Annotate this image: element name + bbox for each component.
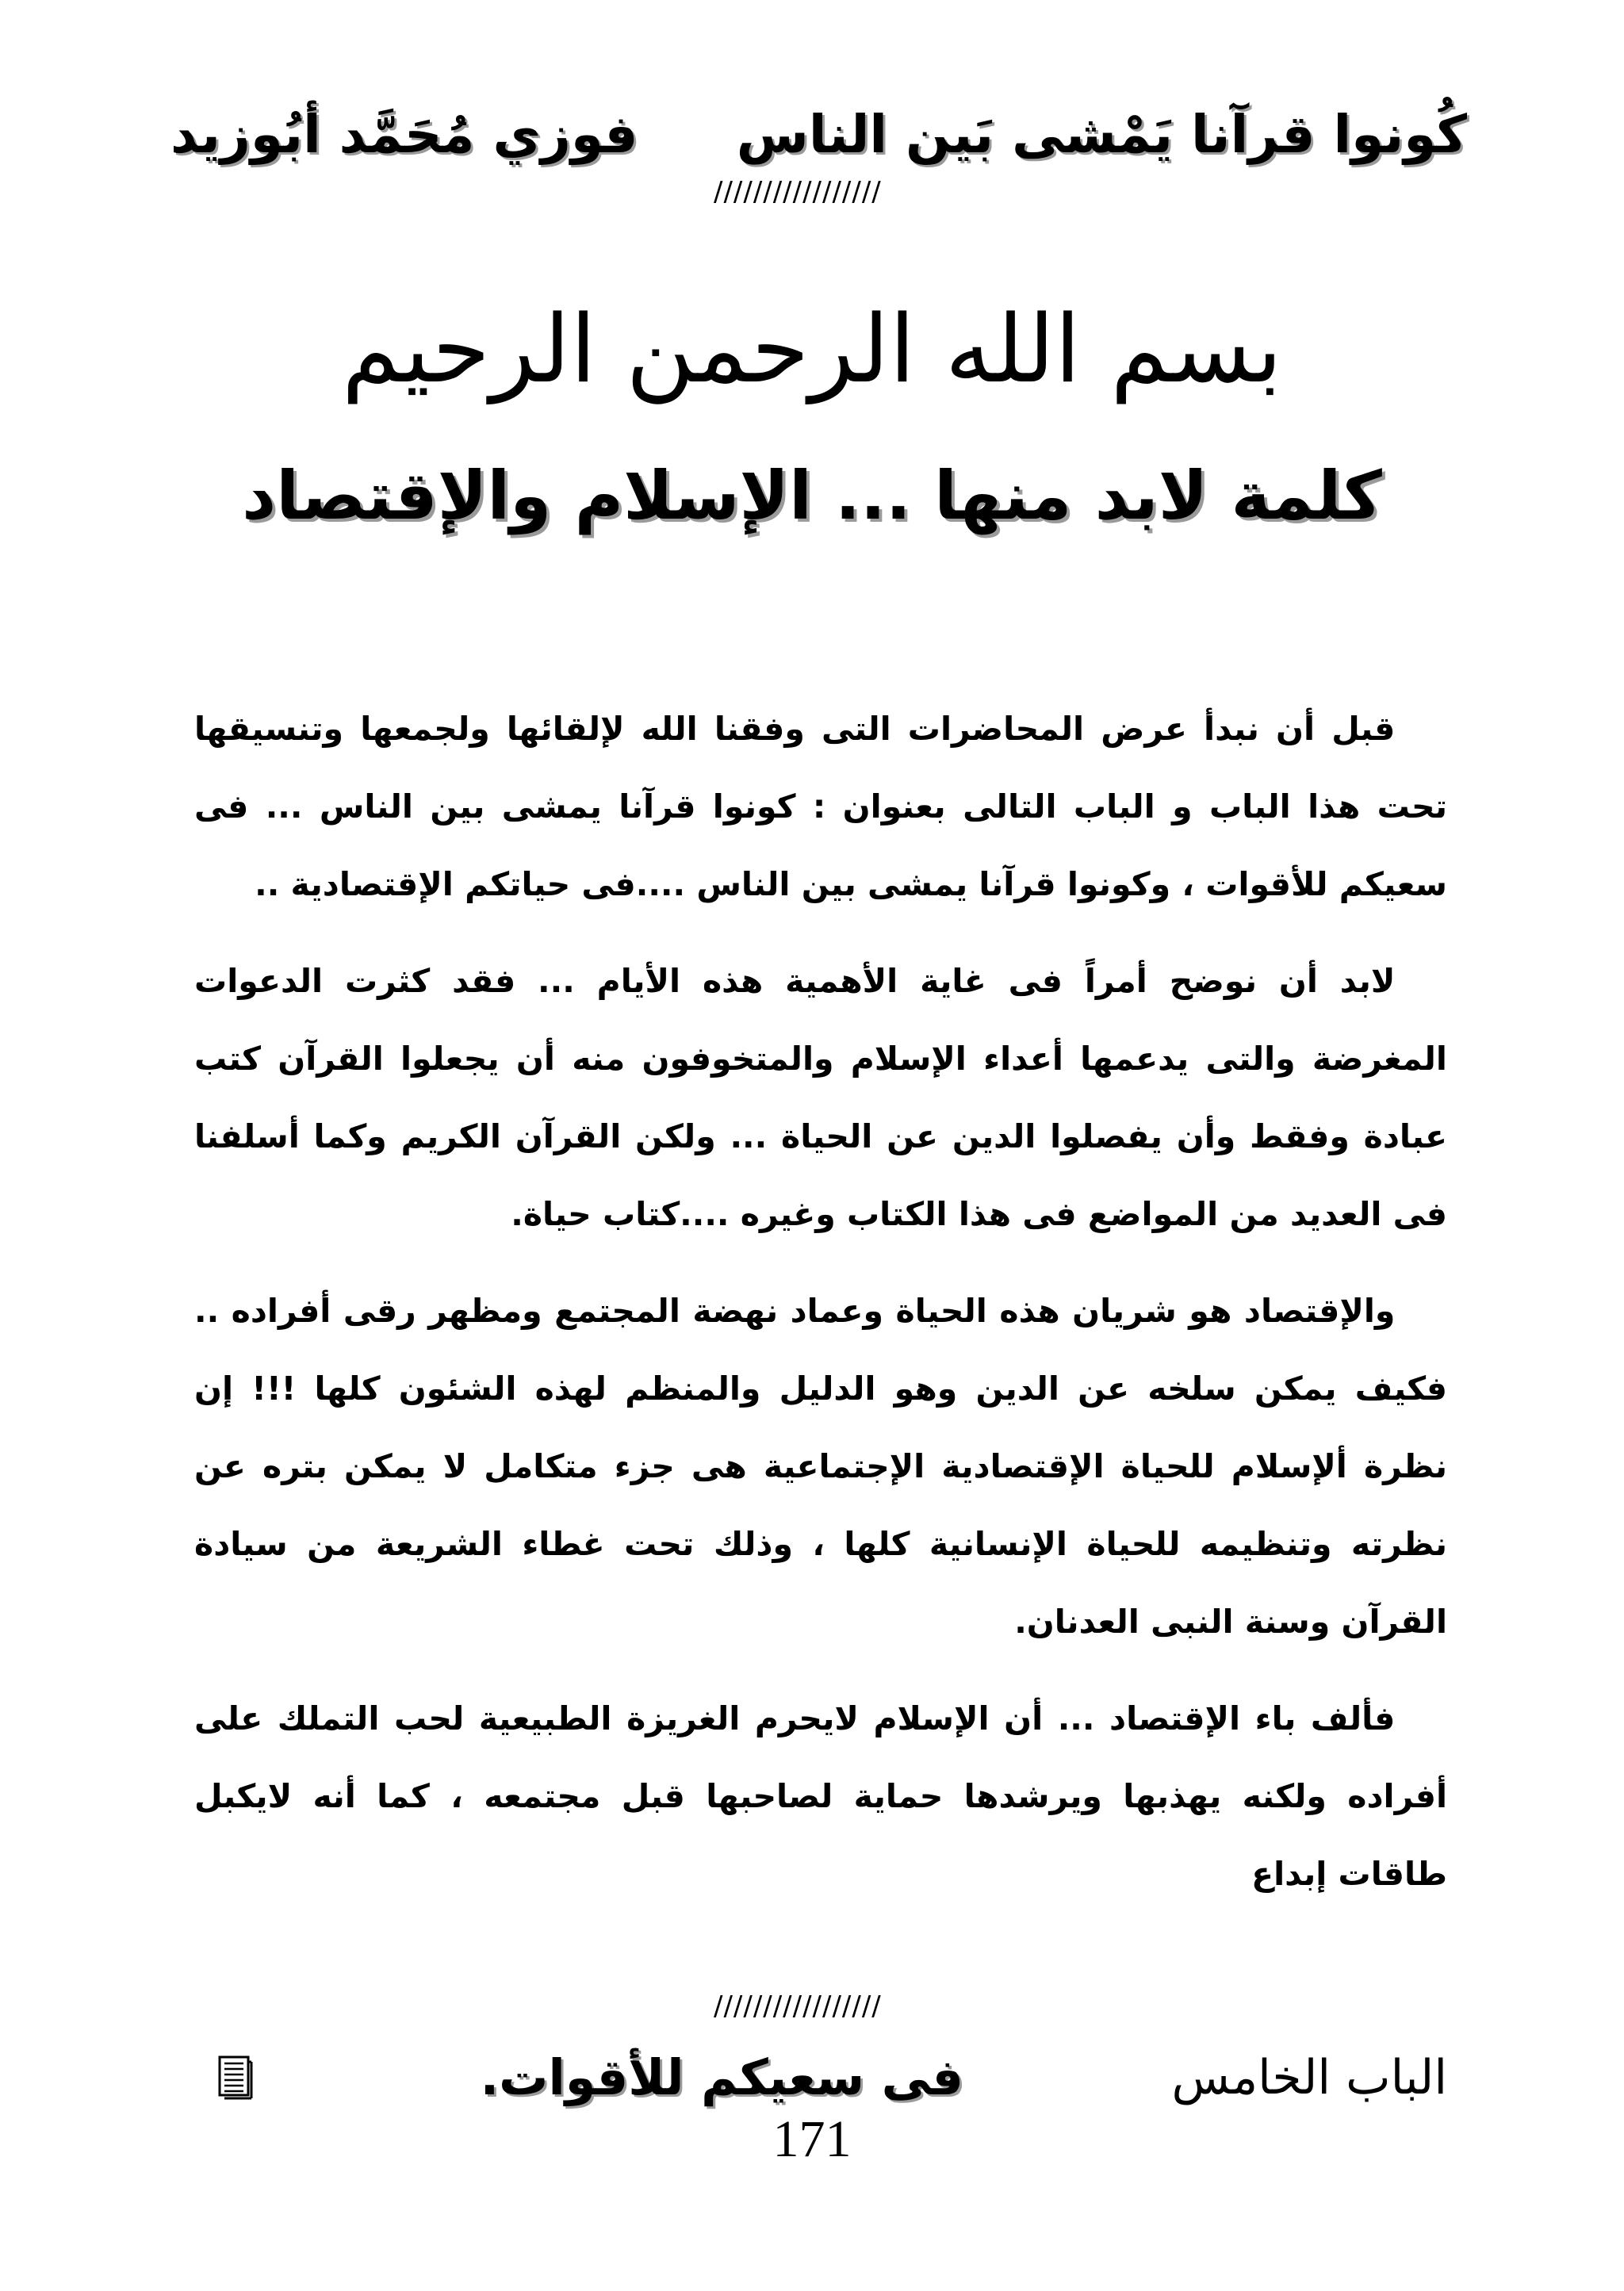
paragraph: فألف باء الإقتصاد ... أن الإسلام لايحرم الغريزة الطبيعية لحب التملك على أفراده ولكنه يهذبها ويرشدها حماية لصاحبها قبل مجتمعه ، كما أنه لايكبل طاقات إبداع — [194, 1699, 1447, 1893]
page-number: 171 — [772, 2110, 852, 2168]
paragraph: قبل أن نبدأ عرض المحاضرات التى وفقنا الله لإلقائها ولجمعها وتنسيقها تحت هذا الباب و الباب التالى بعنوان : كونوا قرآنا يمشى بين الناس ... فى سعيكم للأقوات ، وكونوا قرآنا يمشى بين الناس ....فى حياتكم الإقتصادية .. — [194, 710, 1447, 903]
footer-separator: ///////////////// — [714, 1990, 882, 2022]
book-title: كُونوا قرآنا يَمْشى بَين الناس — [736, 104, 1467, 165]
header-separator: ///////////////// — [714, 176, 882, 208]
paragraph: لابد أن نوضح أمراً فى غاية الأهمية هذه الأيام ... فقد كثرت الدعوات المغرضة والتى يدعمها أعداء الإسلام والمتخوفون منه أن يجعلوا القرآن كتب عبادة وفقط وأن يفصلوا الدين عن الحياة ... ولكن القرآن الكريم وكما أسلفنا فى العديد من المواضع فى هذا الكتاب وغيره ....كتاب حياة. — [194, 962, 1447, 1233]
chapter-label: الباب الخامس — [1171, 2050, 1447, 2105]
paragraph: والإقتصاد هو شريان هذه الحياة وعماد نهضة المجتمع ومظهر رقى أفراده .. فكيف يمكن سلخه عن الدين وهو الدليل والمنظم لهذه الشئون كلها !!! إن نظرة ألإسلام للحياة الإقتصادية الإجتماعية هى جزء متكامل لا يمكن بتره عن نظرته وتنظيمه للحياة الإنسانية كلها ، وذلك تحت غطاء الشريعة من سيادة القرآن وسنة النبى العدنان. — [194, 1292, 1447, 1641]
author-name: فوزي مُحَمَّد أبُوزيد — [170, 104, 638, 165]
body-text — [194, 690, 1447, 1932]
basmala-heading: بسم الله الرحمن الرحيم — [342, 294, 1282, 404]
section-heading: كلمة لابد منها ... الإسلام والإقتصاد — [242, 457, 1382, 534]
chapter-title: فى سعيكم للأقوات. — [480, 2048, 963, 2106]
book-icon — [218, 2055, 253, 2100]
